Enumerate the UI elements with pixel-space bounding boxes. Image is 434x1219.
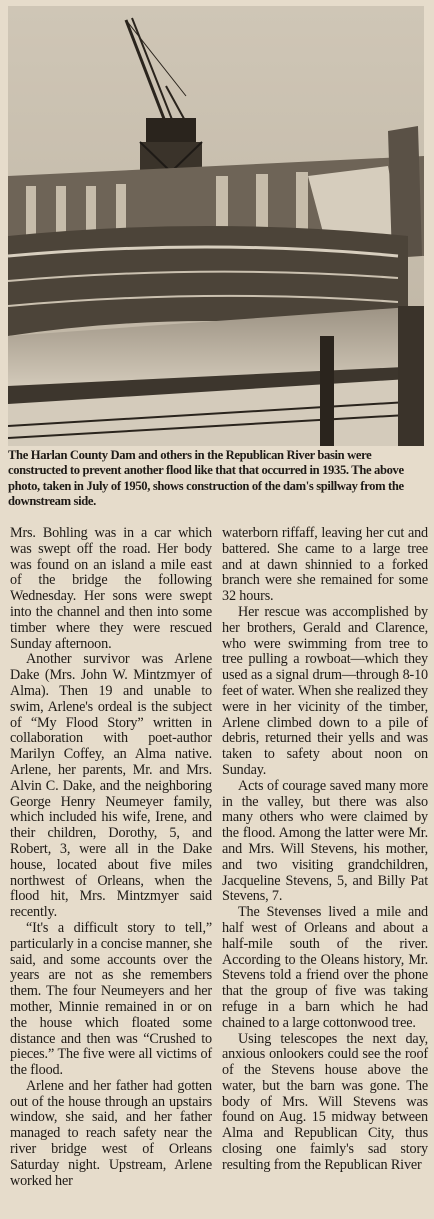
paragraph: “It's a difficult story to tell,” particularly in a concise manner, she said, and some accounts over the years are not as she remembers them. The four Neumeyers and her mother, Minnie remained in or on the house which floated some distance and then was “Crushed to pieces.” The five were all victims of the flood. (10, 919, 212, 1079)
paragraph: Acts of courage saved many more in the valley, but there was also many others who were claimed by the flood. Among the latter were Mr. and Mrs. Will Stevens, his mother, and two visiting grandchildren, Jacqueline Stevens, 5, and Billy Pat Stevens, 7. (222, 777, 428, 905)
article-column-left (10, 526, 212, 1189)
photo-caption (8, 448, 428, 510)
caption-text: The Harlan County Dam and others in the Republican River basin were constructed to prevent another flood like that that occurred in 1935. The above photo, taken in July of 1950, shows construction of the dam's spillway from the downstream side. (8, 448, 404, 509)
paragraph: The Stevenses lived a mile and half west of Orleans and about a half-mile south of the river. According to the Oleans history, Mr. Stevens told a friend over the phone that the group of five was taking refuge in a barn which he had chained to a large cottonwood tree. (222, 904, 428, 1031)
paragraph: Using telescopes the next day, anxious onlookers could see the roof of the Stevens house above the water, but the barn was gone. The body of Mrs. Will Stevens was found on Aug. 15 midway between Alma and Republican City, thus closing one faimly's sad story resulting from the Republican River (222, 1030, 428, 1173)
paragraph-continuation: waterborn riffaff, leaving her cut and battered. She came to a large tree and at dawn shinnied to a forked branch were she remained for some 32 hours. (222, 525, 428, 605)
paragraph: Mrs. Bohling was in a car which was swept off the road. Her body was found on an island a mile east of the bridge the following Wednesday. Her sons were swept into the channel and then into some timber where they were rescued Sunday afternoon. (10, 525, 212, 652)
paragraph: Another survivor was Arlene Dake (Mrs. John W. Mintzmyer of Alma). Then 19 and unable to swim, Arlene's ordeal is the subject of “My Flood Story” written in collaboration with poet-author Marilyn Coffey, an Alma native. Arlene, her parents, Mr. and Mrs. Alvin C. Dake, and the neighboring George Henry Neumeyer family, which included his wife, Irene, and their children, Dorothy, 5, and Robert, 3, were all in the Dake house, located about five miles northwest of Orleans, when the flood hit, Mrs. Mintzmyer said recently. (10, 651, 212, 921)
paragraph: Arlene and her father had gotten out of the house through an upstairs window, she said, and her father managed to reach safety near the river bridge west of Orleans Saturday night. Upstream, Arlene worked her (10, 1077, 212, 1189)
dam-construction-photo (8, 6, 424, 446)
paragraph: Her rescue was accomplished by her brothers, Gerald and Clarence, who were swimming from tree to tree pulling a rowboat—which they used as a signal drum—through 8-10 feet of water. When she realized they were in her vicinity of the timber, Arlene climbed down to a pile of debris, returned their yells and was taken to safety about noon on Sunday. (222, 603, 428, 778)
article-column-right (222, 526, 428, 1174)
